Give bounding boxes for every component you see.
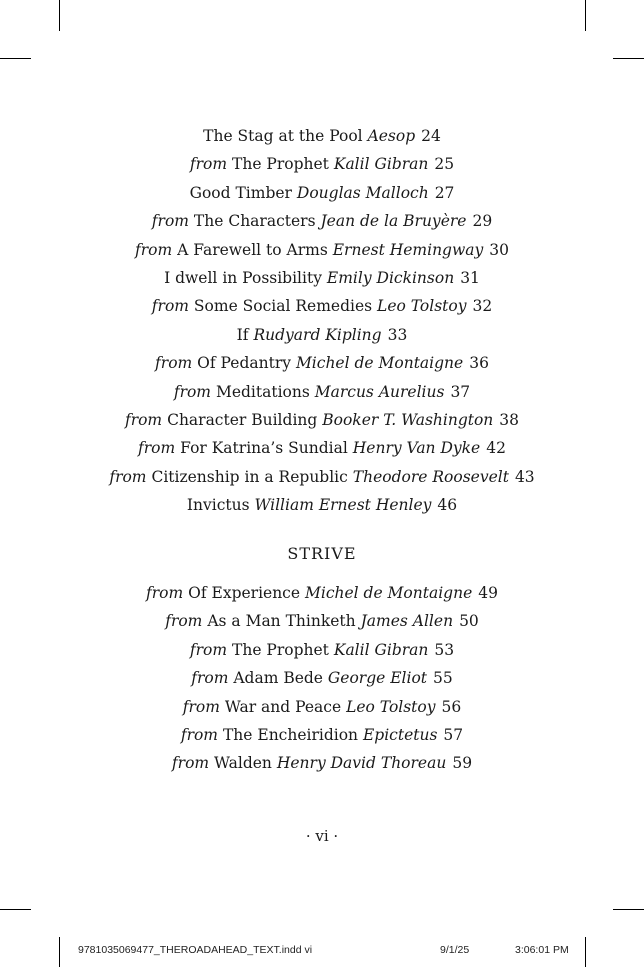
- toc-entry-prefix: from: [151, 297, 189, 316]
- toc-entry-author: Booker T. Washington: [322, 410, 494, 429]
- contents-list: [0, 122, 644, 519]
- toc-entry-prefix: from: [124, 410, 163, 429]
- toc-entry-title: War and Peace: [224, 697, 342, 716]
- toc-entry: [0, 721, 644, 749]
- toc-entry: [0, 179, 644, 207]
- toc-entry-prefix: from: [165, 612, 203, 631]
- toc-entry-title: Of Pedantry: [197, 354, 291, 373]
- toc-entry-title: Invictus: [186, 496, 250, 515]
- crop-mark-top-left: [59, 0, 60, 31]
- toc-entry-author: Michel de Montaigne: [304, 584, 473, 602]
- toc-entry-page: 57: [443, 725, 464, 744]
- toc-entry: [0, 579, 644, 607]
- toc-entry-prefix: from: [180, 725, 219, 744]
- toc-entry-page: 32: [472, 297, 493, 316]
- toc-entry-prefix: from: [173, 382, 212, 401]
- crop-mark-top-left-h: [0, 58, 31, 59]
- toc-entry: [0, 434, 644, 462]
- slug-filename: 9781035069477_THEROADAHEAD_TEXT.indd vi: [78, 944, 313, 956]
- toc-entry-page: 31: [460, 268, 480, 287]
- toc-entry-page: 36: [469, 354, 489, 373]
- toc-entry: [0, 636, 644, 664]
- toc-entry-prefix: from: [151, 212, 189, 231]
- toc-entry: [0, 406, 644, 434]
- toc-entry-title: The Prophet: [232, 640, 329, 659]
- toc-entry-page: 33: [387, 325, 408, 344]
- toc-entry-title: I dwell in Possibility: [164, 268, 322, 287]
- section-heading: STRIVE: [287, 544, 357, 563]
- toc-entry-page: 29: [472, 212, 493, 231]
- crop-mark-bottom-right-h: [613, 909, 644, 910]
- toc-entry-author: Leo Tolstoy: [346, 697, 436, 716]
- toc-entry: [0, 749, 644, 777]
- toc-entry-author: Aesop: [367, 127, 416, 145]
- toc-entry-page: 30: [489, 240, 509, 259]
- toc-entry-author: Leo Tolstoy: [377, 297, 467, 316]
- toc-entry: [0, 150, 644, 178]
- toc-entry-title: Meditations: [215, 382, 310, 401]
- page-folio: · vi ·: [305, 827, 339, 845]
- toc-entry-author: Douglas Malloch: [296, 183, 429, 202]
- toc-entry-author: Michel de Montaigne: [295, 354, 464, 373]
- toc-entry-page: 59: [452, 754, 473, 773]
- toc-entry-author: Kalil Gibran: [333, 640, 429, 659]
- slug-time: 3:06:01 PM: [515, 944, 569, 956]
- toc-entry: [0, 321, 644, 349]
- toc-entry-author: George Eliot: [327, 669, 428, 688]
- contents-list-strive: [0, 579, 644, 778]
- toc-entry-author: Theodore Roosevelt: [352, 467, 509, 486]
- toc-entry-prefix: from: [146, 584, 184, 602]
- toc-entry-author: Kalil Gibran: [333, 155, 429, 174]
- toc-entry-prefix: from: [109, 467, 147, 486]
- toc-entry-title: As a Man Thinketh: [207, 612, 356, 631]
- toc-entry-page: 38: [499, 410, 520, 429]
- crop-mark-top-right-h: [613, 58, 644, 59]
- toc-entry: [0, 349, 644, 377]
- toc-entry-title: Of Experience: [188, 584, 301, 602]
- toc-entry-author: James Allen: [360, 612, 454, 631]
- toc-entry: [0, 664, 644, 692]
- toc-entry-title: A Farewell to Arms: [177, 240, 328, 259]
- toc-entry-page: 37: [450, 382, 471, 401]
- toc-entry-prefix: from: [138, 439, 176, 458]
- crop-mark-top-right: [585, 0, 586, 31]
- toc-entry-author: William Ernest Henley: [254, 496, 432, 515]
- toc-entry-page: 43: [514, 467, 535, 486]
- toc-entry-prefix: from: [191, 669, 229, 688]
- toc-entry-prefix: from: [171, 754, 210, 773]
- toc-entry: [0, 264, 644, 292]
- toc-entry-page: 25: [434, 155, 455, 174]
- slug-date: 9/1/25: [440, 944, 470, 956]
- toc-entry-page: 53: [434, 640, 455, 659]
- toc-entry-title: If: [236, 325, 249, 344]
- toc-entry: [0, 491, 644, 519]
- crop-mark-bottom-left-h: [0, 909, 31, 910]
- toc-entry-title: Walden: [214, 754, 272, 773]
- toc-entry-author: Henry Van Dyke: [352, 439, 481, 458]
- toc-entry-page: 49: [478, 584, 498, 602]
- toc-entry-page: 55: [433, 669, 453, 688]
- toc-entry-title: The Characters: [193, 212, 316, 231]
- toc-entry-title: Character Building: [167, 410, 318, 429]
- toc-entry-prefix: from: [189, 155, 228, 174]
- toc-entry-author: Emily Dickinson: [326, 268, 455, 287]
- toc-entry-page: 27: [434, 183, 455, 202]
- toc-entry-title: Adam Bede: [233, 669, 323, 688]
- toc-entry-author: Marcus Aurelius: [314, 382, 445, 401]
- toc-entry-prefix: from: [135, 240, 173, 259]
- toc-entry: [0, 378, 644, 406]
- toc-entry: [0, 693, 644, 721]
- toc-entry-title: Some Social Remedies: [193, 297, 373, 316]
- toc-entry-page: 46: [437, 496, 458, 515]
- toc-entry-title: Good Timber: [189, 183, 292, 202]
- toc-entry-title: The Encheiridion: [222, 725, 359, 744]
- toc-entry-title: For Katrina’s Sundial: [180, 439, 348, 458]
- toc-entry: [0, 122, 644, 150]
- toc-entry-prefix: from: [155, 354, 193, 373]
- toc-entry: [0, 463, 644, 491]
- toc-entry-page: 56: [441, 697, 462, 716]
- toc-entry-author: Rudyard Kipling: [253, 325, 382, 344]
- toc-entry-page: 50: [459, 612, 479, 631]
- toc-entry-page: 24: [421, 127, 441, 145]
- toc-entry-title: The Stag at the Pool: [203, 127, 363, 145]
- toc-entry-prefix: from: [189, 640, 228, 659]
- toc-entry-author: Henry David Thoreau: [276, 754, 447, 773]
- toc-entry-author: Ernest Hemingway: [332, 240, 484, 259]
- toc-entry: [0, 292, 644, 320]
- toc-entry-author: Jean de la Bruyère: [320, 212, 467, 231]
- toc-entry-prefix: from: [182, 697, 220, 716]
- toc-entry: [0, 207, 644, 235]
- toc-entry-author: Epictetus: [362, 725, 438, 744]
- toc-entry: [0, 607, 644, 635]
- toc-entry-title: Citizenship in a Republic: [151, 467, 348, 486]
- crop-mark-bottom-left: [59, 937, 60, 967]
- toc-entry-title: The Prophet: [232, 155, 329, 174]
- toc-entry-page: 42: [486, 439, 506, 458]
- crop-mark-bottom-right: [585, 937, 586, 967]
- toc-entry: [0, 236, 644, 264]
